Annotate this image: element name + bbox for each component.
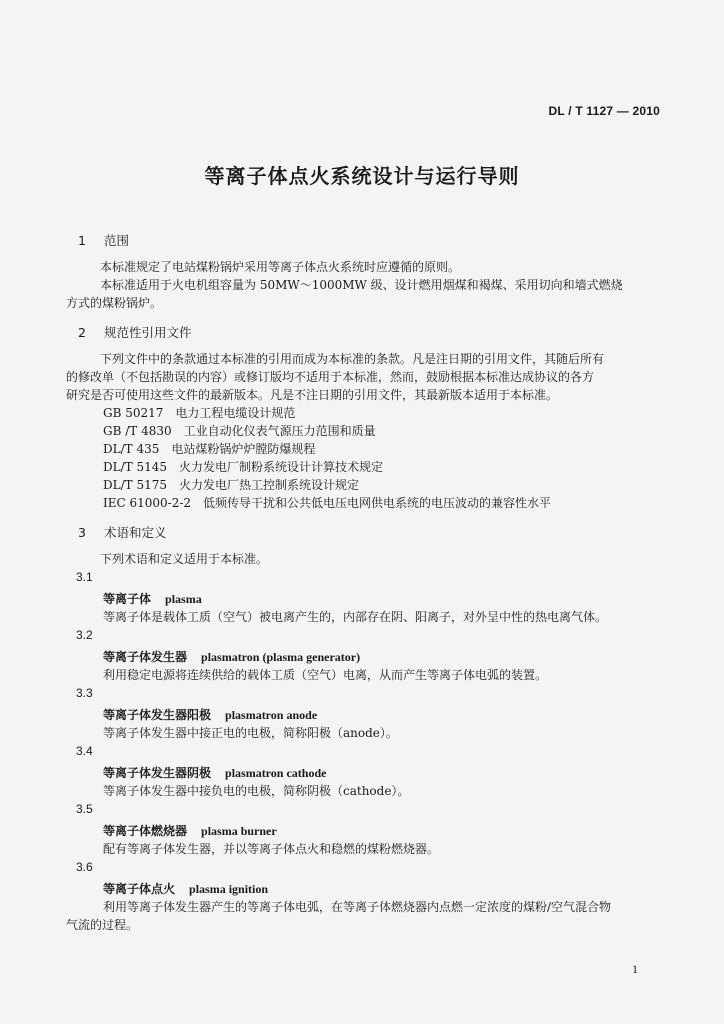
paragraph-continued: 方式的煤粉锅炉。 bbox=[66, 296, 163, 310]
page-title: 等离子体点火系统设计与运行导则 bbox=[204, 164, 520, 188]
term-heading: 等离子体发生器阳极 plasmatron anode bbox=[103, 708, 318, 722]
term-heading: 等离子体燃烧器 plasma burner bbox=[103, 824, 277, 838]
reference-item: GB /T 4830 工业自动化仪表气源压力范围和质量 bbox=[103, 424, 376, 438]
term-number: 3.4 bbox=[76, 744, 93, 758]
paragraph: 下列术语和定义适用于本标准。 bbox=[100, 552, 269, 566]
term-number: 3.2 bbox=[76, 628, 93, 642]
paragraph-continued: 的修改单（不包括勘误的内容）或修订版均不适用于本标准，然而，鼓励根据本标准达成协议的各方 bbox=[66, 370, 595, 384]
term-heading: 等离子体发生器阴极 plasmatron cathode bbox=[103, 766, 327, 780]
paragraph: 本标准规定了电站煤粉锅炉采用等离子体点火系统时应遵循的原则。 bbox=[100, 260, 461, 274]
section-heading-normative-refs: 2 规范性引用文件 bbox=[78, 325, 192, 340]
term-definition: 等离子体发生器中接负电的电极，简称阴极（cathode）。 bbox=[103, 784, 410, 798]
term-definition: 配有等离子体发生器，并以等离子体点火和稳燃的煤粉燃烧器。 bbox=[103, 842, 440, 856]
document-code: DL / T 1127 — 2010 bbox=[548, 104, 660, 118]
paragraph-continued: 研究是否可使用这些文件的最新版本。凡是不注日期的引用文件，其最新版本适用于本标准。 bbox=[66, 388, 559, 402]
page-number: 1 bbox=[632, 962, 638, 976]
section-heading-scope: 1 范围 bbox=[78, 233, 130, 248]
term-definition-continued: 气流的过程。 bbox=[66, 918, 139, 932]
term-heading: 等离子体 plasma bbox=[103, 592, 202, 606]
term-number: 3.5 bbox=[76, 802, 93, 816]
paragraph: 本标准适用于火电机组容量为 50MW～1000MW 级、设计燃用烟煤和褐煤、采用切向和墙式燃烧 bbox=[100, 278, 623, 292]
paragraph: 下列文件中的条款通过本标准的引用而成为本标准的条款。凡是注日期的引用文件，其随后所有 bbox=[100, 352, 605, 366]
term-number: 3.6 bbox=[76, 860, 93, 874]
term-definition: 等离子体发生器中接正电的电极，简称阳极（anode）。 bbox=[103, 726, 398, 740]
reference-item: DL/T 435 电站煤粉锅炉炉膛防爆规程 bbox=[103, 442, 316, 456]
term-definition: 利用稳定电源将连续供给的载体工质（空气）电离，从而产生等离子体电弧的装置。 bbox=[103, 668, 548, 682]
term-heading: 等离子体发生器 plasmatron (plasma generator) bbox=[103, 650, 361, 664]
document-body bbox=[66, 232, 660, 934]
reference-item: DL/T 5145 火力发电厂制粉系统设计计算技术规定 bbox=[103, 460, 383, 474]
reference-item: GB 50217 电力工程电缆设计规范 bbox=[103, 406, 296, 420]
section-heading-terms: 3 术语和定义 bbox=[78, 525, 167, 540]
term-heading: 等离子体点火 plasma ignition bbox=[103, 882, 269, 896]
term-definition: 等离子体是载体工质（空气）被电离产生的，内部存在阴、阳离子，对外呈中性的热电离气体。 bbox=[103, 610, 608, 624]
reference-item: IEC 61000-2-2 低频传导干扰和公共低电压电网供电系统的电压波动的兼容性水平 bbox=[103, 496, 552, 510]
term-definition: 利用等离子体发生器产生的等离子体电弧，在等离子体燃烧器内点燃一定浓度的煤粉/空气混合物 bbox=[103, 900, 612, 914]
term-number: 3.3 bbox=[76, 686, 93, 700]
term-number: 3.1 bbox=[76, 570, 93, 584]
reference-item: DL/T 5175 火力发电厂热工控制系统设计规定 bbox=[103, 478, 359, 492]
